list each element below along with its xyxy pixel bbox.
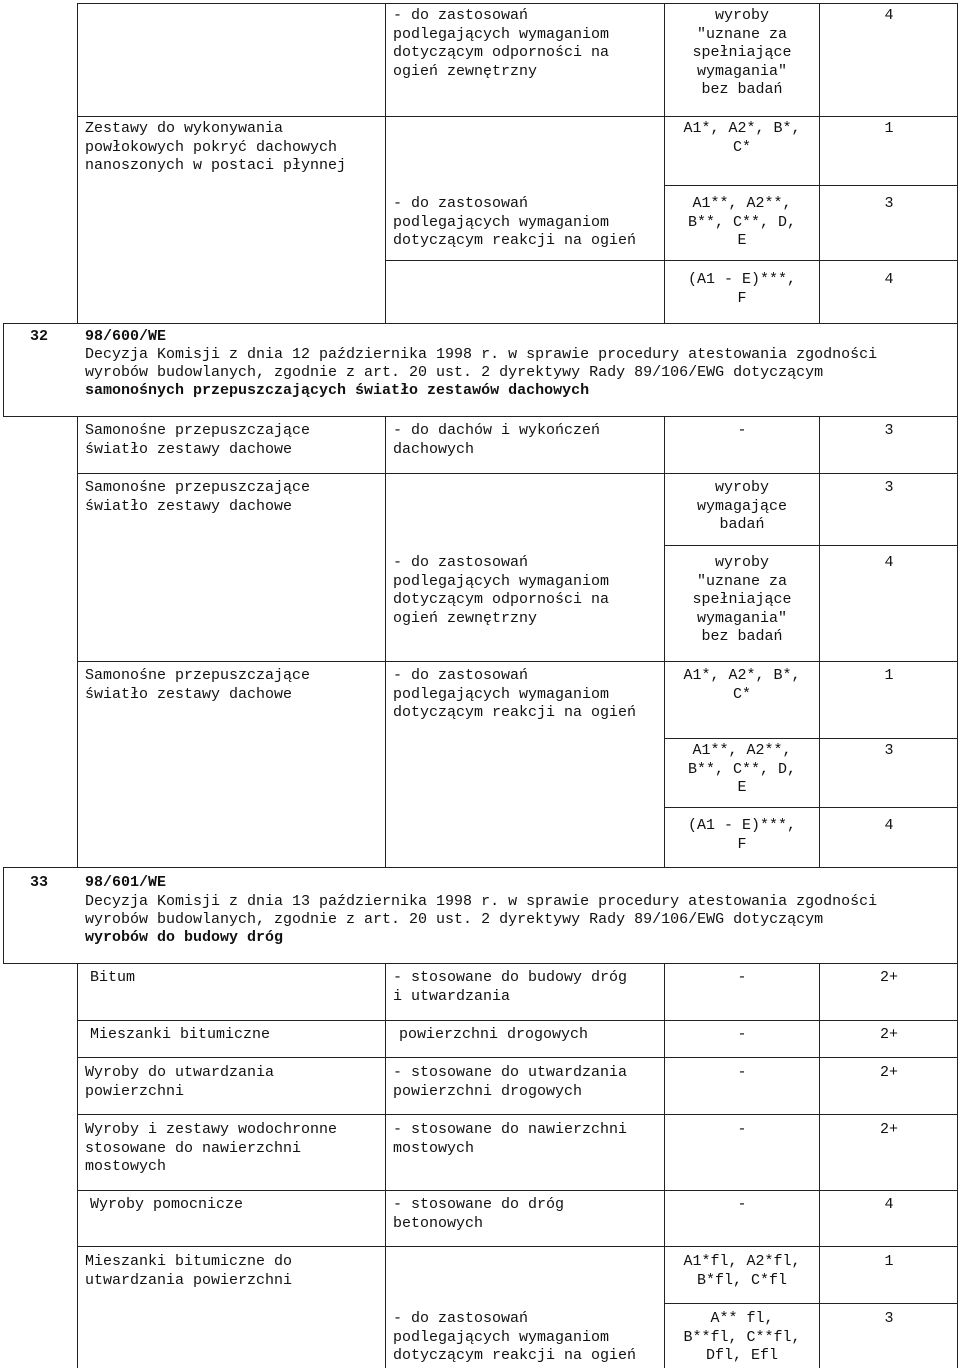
system-cell: 4 [884,7,894,24]
grid-line [3,416,958,417]
system-cell: 4 [884,1196,894,1213]
grid-line [957,963,958,1368]
product-cell: Samonośne przepuszczające światło zestawy dachowe [85,479,311,515]
grid-line [664,185,957,186]
classes-cell: - [737,422,747,439]
system-cell: 2+ [879,1121,898,1138]
grid-line [77,116,958,117]
grid-line [957,323,958,416]
classes-cell: A1*fl, A2*fl, B*fl, C*fl [683,1253,801,1289]
system-cell: 1 [884,1253,894,1270]
grid-line [3,867,4,963]
product-cell: Bitum [90,969,136,986]
product-cell: Wyroby i zestawy wodochronne stosowane do nawierzchni mostowych [85,1121,338,1175]
use-cell: - do zastosowań podlegających wymaganiom dotyczącym reakcji na ogień [393,1310,637,1364]
system-cell: 4 [884,271,894,288]
section-number: 33 [30,874,49,891]
product-cell: Mieszanki bitumiczne do utwardzania powierzchni [85,1253,293,1289]
system-cell: 4 [884,554,894,571]
system-cell: 3 [884,422,894,439]
decision-code: 98/600/WE [85,328,167,345]
decision-title: wyrobów budowlanych, zgodnie z art. 20 ust. 2 dyrektywy Rady 89/106/EWG dotyczącym [85,911,824,928]
grid-line [77,1020,958,1021]
grid-line [77,1114,958,1115]
system-cell: 4 [884,817,894,834]
use-cell: - stosowane do budowy dróg i utwardzania [393,969,628,1005]
classes-cell: (A1 - E)***, F [687,271,797,307]
grid-line [957,3,958,323]
grid-line [3,323,958,324]
grid-line [664,738,957,739]
grid-line [819,3,820,323]
grid-line [664,807,957,808]
use-cell: - do dachów i wykończeń dachowych [393,422,601,458]
product-cell: Mieszanki bitumiczne [90,1026,271,1043]
classes-cell: wyroby "uznane za spełniające wymagania" bez badań [692,554,792,645]
product-cell: Samonośne przepuszczające światło zestawy dachowe [85,667,311,703]
grid-line [664,963,665,1368]
grid-line [77,1057,958,1058]
grid-line [77,963,78,1368]
grid-line [385,963,386,1368]
grid-line [385,416,386,867]
use-cell: powierzchni drogowych [399,1026,589,1043]
system-cell: 3 [884,195,894,212]
classes-cell: - [737,969,747,986]
decision-code: 98/601/WE [85,874,167,891]
classes-cell: A1*, A2*, B*, C* [683,120,801,156]
section-number: 32 [30,328,49,345]
use-cell: - stosowane do nawierzchni mostowych [393,1121,628,1157]
classes-cell: - [737,1064,747,1081]
classes-cell: - [737,1196,747,1213]
grid-line [77,1246,958,1247]
grid-line [819,416,820,867]
grid-line [77,661,958,662]
decision-subject: wyrobów do budowy dróg [85,929,284,946]
system-cell: 2+ [879,1064,898,1081]
decision-subject: samonośnych przepuszczających światło zestawów dachowych [85,382,590,399]
system-cell: 1 [884,120,894,137]
grid-line [664,545,957,546]
system-cell: 2+ [879,969,898,986]
use-cell: - stosowane do utwardzania powierzchni drogowych [393,1064,628,1100]
use-cell: - do zastosowań podlegających wymaganiom dotyczącym reakcji na ogień [393,195,637,249]
grid-line [957,867,958,963]
product-cell: Wyroby do utwardzania powierzchni [85,1064,275,1100]
grid-line [664,3,665,323]
grid-line [385,260,957,261]
grid-line [957,416,958,867]
system-cell: 1 [884,667,894,684]
grid-line [819,963,820,1368]
product-cell: Zestawy do wykonywania powłokowych pokryć dachowych nanoszonych w postaci płynnej [85,120,347,174]
grid-line [385,3,386,323]
grid-line [77,3,958,4]
grid-line [77,3,78,323]
grid-line [77,473,958,474]
classes-cell: A1*, A2*, B*, C* [683,667,801,703]
grid-line [77,1190,958,1191]
grid-line [3,323,4,416]
grid-line [3,963,958,964]
system-cell: 2+ [879,1026,898,1043]
grid-line [77,416,78,867]
classes-cell: - [737,1121,747,1138]
product-cell: Wyroby pomocnicze [90,1196,244,1213]
use-cell: - stosowane do dróg betonowych [393,1196,565,1232]
product-cell: Samonośne przepuszczające światło zestawy dachowe [85,422,311,458]
system-cell: 3 [884,1310,894,1327]
classes-cell: - [737,1026,747,1043]
grid-line [3,867,958,868]
decision-title: wyrobów budowlanych, zgodnie z art. 20 ust. 2 dyrektywy Rady 89/106/EWG dotyczącym [85,364,824,381]
system-cell: 3 [884,742,894,759]
use-cell: - do zastosowań podlegających wymaganiom dotyczącym reakcji na ogień [393,667,637,721]
grid-line [664,1303,957,1304]
classes-cell: A** fl, B**fl, C**fl, Dfl, Efl [683,1310,801,1364]
use-cell: - do zastosowań podlegających wymaganiom dotyczącym odporności na ogień zewnętrzny [393,554,610,627]
classes-cell: A1**, A2**, B**, C**, D, E [687,195,797,249]
classes-cell: wyroby "uznane za spełniające wymagania" bez badań [692,7,792,98]
system-cell: 3 [884,479,894,496]
classes-cell: A1**, A2**, B**, C**, D, E [687,742,797,796]
classes-cell: wyroby wymagające badań [696,479,787,533]
use-cell: - do zastosowań podlegających wymaganiom dotyczącym odporności na ogień zewnętrzny [393,7,610,80]
classes-cell: (A1 - E)***, F [687,817,797,853]
decision-title: Decyzja Komisji z dnia 12 października 1998 r. w sprawie procedury atestowania zgodności [85,346,878,363]
grid-line [664,416,665,867]
decision-title: Decyzja Komisji z dnia 13 października 1998 r. w sprawie procedury atestowania zgodności [85,893,878,910]
